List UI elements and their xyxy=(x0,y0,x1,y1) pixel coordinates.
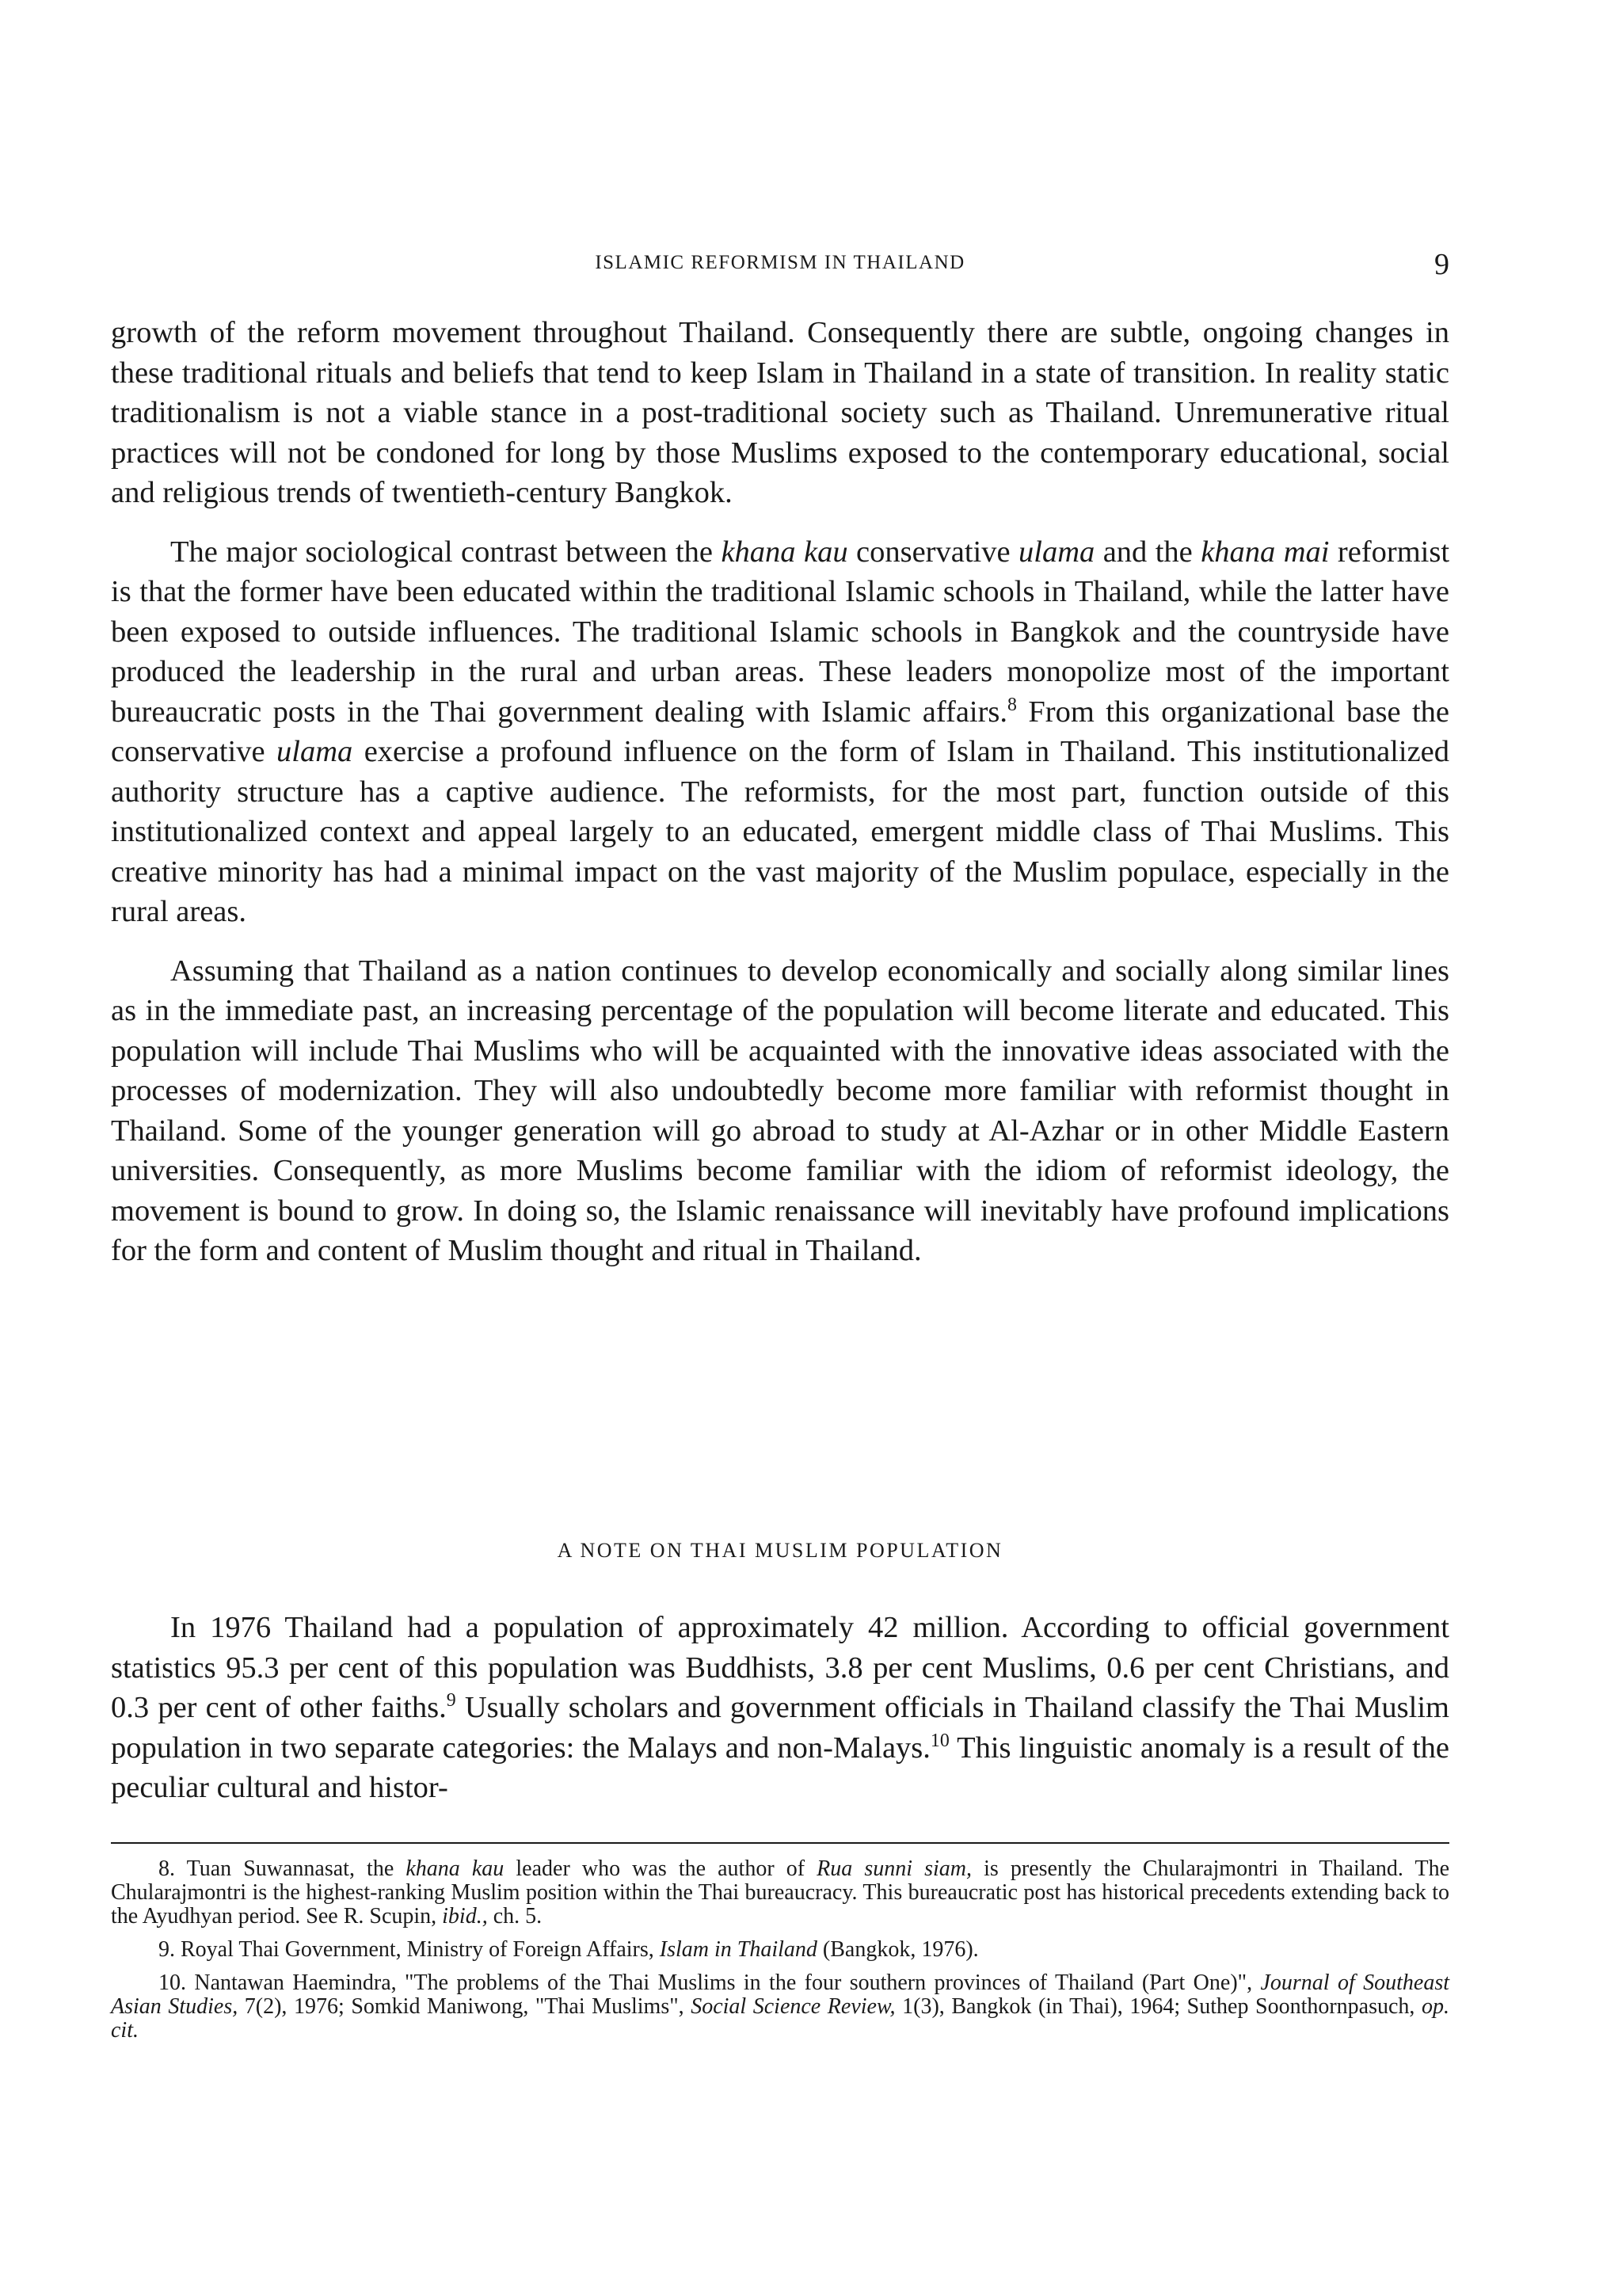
text-run: 10. Nantawan Haemindra, "The problems of the Thai Muslims in the four southern provinces of Thailand (Part One)", xyxy=(158,1970,1253,1995)
paragraph-2 xyxy=(111,532,1449,932)
footnote-ref-9: 9 xyxy=(446,1690,456,1712)
footnote-ref-8: 8 xyxy=(1007,694,1017,715)
text-run: ch. 5. xyxy=(493,1904,543,1929)
text-run: 8. Tuan Suwannasat, the xyxy=(158,1856,394,1881)
text-run: is presently the Chularajmontri in Thailand. The Chularajmontri is the highest-ranking Muslim position within the Thai bureaucracy. This bureaucratic post has historical precedents extending back to the Ayudhyan period. See R. Scupin, xyxy=(111,1856,1450,1929)
italic-title: Journal of Southeast Asian Studies, xyxy=(111,1970,1450,2019)
footnote-10 xyxy=(111,1971,1449,2043)
footnote-rule xyxy=(111,1842,1449,1844)
paragraph-1: growth of the reform movement throughout Thailand. Consequently there are subtle, ongoing changes in these traditional rituals and beliefs that tend to keep Islam in Thailand in a state of transition. In reality static traditionalism is not a viable stance in a post-traditional society such as Thailand. Unremunerative ritual practices will not be condoned for long by those Muslims exposed to the contemporary educational, social and religious trends of twentieth-century Bangkok. xyxy=(111,316,1449,509)
text-run: This linguistic anomaly is a result of the peculiar cultural and histor- xyxy=(111,1731,1449,1804)
running-head: ISLAMIC REFORMISM IN THAILAND xyxy=(595,252,965,273)
page-number: 9 xyxy=(1434,248,1449,281)
footnote-8 xyxy=(111,1857,1449,1929)
text-run: leader who was the author of xyxy=(516,1856,805,1881)
italic-term: op. cit. xyxy=(111,1994,1449,2043)
text-run: 7(2), 1976; Somkid Maniwong, "Thai Muslims", xyxy=(244,1994,684,2019)
text-run: The major sociological contrast between the xyxy=(170,535,714,569)
text-run: In 1976 Thailand had a population of approximately 42 million. According to official government statistics 95.3 per cent of this population was Buddhists, 3.8 per cent Muslims, 0.6 per cent Christians, and 0.3 per cent of other faiths. xyxy=(111,1611,1449,1724)
text-run: exercise a profound influence on the form of Islam in Thailand. This institutionalized authority structure has a captive audience. The reformists, for the most part, function outside of this institutionalized context and appeal largely to an educated, emergent middle class of Thai Muslims. This creative minority has had a minimal impact on the vast majority of the Muslim populace, especially in the rural areas. xyxy=(111,735,1449,928)
section-text xyxy=(111,1608,1449,1808)
text-run: (Bangkok, 1976). xyxy=(822,1937,979,1962)
text-run: From this organizational base the conservative xyxy=(111,695,1450,768)
text-run: Usually scholars and government officials in Thailand classify the Thai Muslim population in two separate categories: the Malays and non-Malays. xyxy=(111,1691,1449,1765)
text-run: 1(3), Bangkok (in Thai), 1964; Suthep Soonthornpasuch, xyxy=(902,1994,1415,2019)
main-text xyxy=(111,313,1449,1271)
footnotes xyxy=(111,1857,1449,2052)
italic-term: khana kau xyxy=(406,1856,504,1881)
italic-term: ibid., xyxy=(442,1904,488,1929)
page-header xyxy=(111,248,1449,284)
text-run: 9. Royal Thai Government, Ministry of Foreign Affairs, xyxy=(158,1937,654,1962)
footnote-ref-10: 10 xyxy=(930,1730,950,1751)
text-run: conservative xyxy=(856,535,1011,569)
italic-title: Social Science Review, xyxy=(691,1994,896,2019)
footnote-9 xyxy=(111,1938,1449,1962)
italic-term: ulama xyxy=(276,735,353,768)
italic-title: Islam in Thailand xyxy=(659,1937,817,1962)
section-paragraph-1 xyxy=(111,1608,1449,1808)
paragraph-3: Assuming that Thailand as a nation continues to develop economically and socially along similar lines as in the immediate past, an increasing percentage of the population will become literate and educated. This population will include Thai Muslims who will be acquainted with the innovative ideas associated with the processes of modernization. They will also undoubtedly become more familiar with reformist thought in Thailand. Some of the younger generation will go abroad to study at Al-Azhar or in other Middle Eastern universities. Consequently, as more Muslims become familiar with the idiom of reformist ideology, the movement is bound to grow. In doing so, the Islamic renaissance will inevitably have profound implications for the form and content of Muslim thought and ritual in Thailand. xyxy=(111,954,1449,1267)
text-run: and the xyxy=(1102,535,1193,569)
section-heading: A NOTE ON THAI MUSLIM POPULATION xyxy=(557,1539,1003,1562)
italic-term: ulama xyxy=(1019,535,1095,569)
italic-term: khana mai xyxy=(1201,535,1330,569)
italic-title: Rua sunni siam, xyxy=(817,1856,973,1881)
text-run: reformist is that the former have been educated within the traditional Islamic schools in Thailand, while the latter have been exposed to outside influences. The traditional Islamic schools in Bangkok and the countryside have produced the leadership in the rural and urban areas. These leaders monopolize most of the important bureaucratic posts in the Thai government dealing with Islamic affairs. xyxy=(111,535,1450,729)
italic-term: khana kau xyxy=(721,535,848,569)
